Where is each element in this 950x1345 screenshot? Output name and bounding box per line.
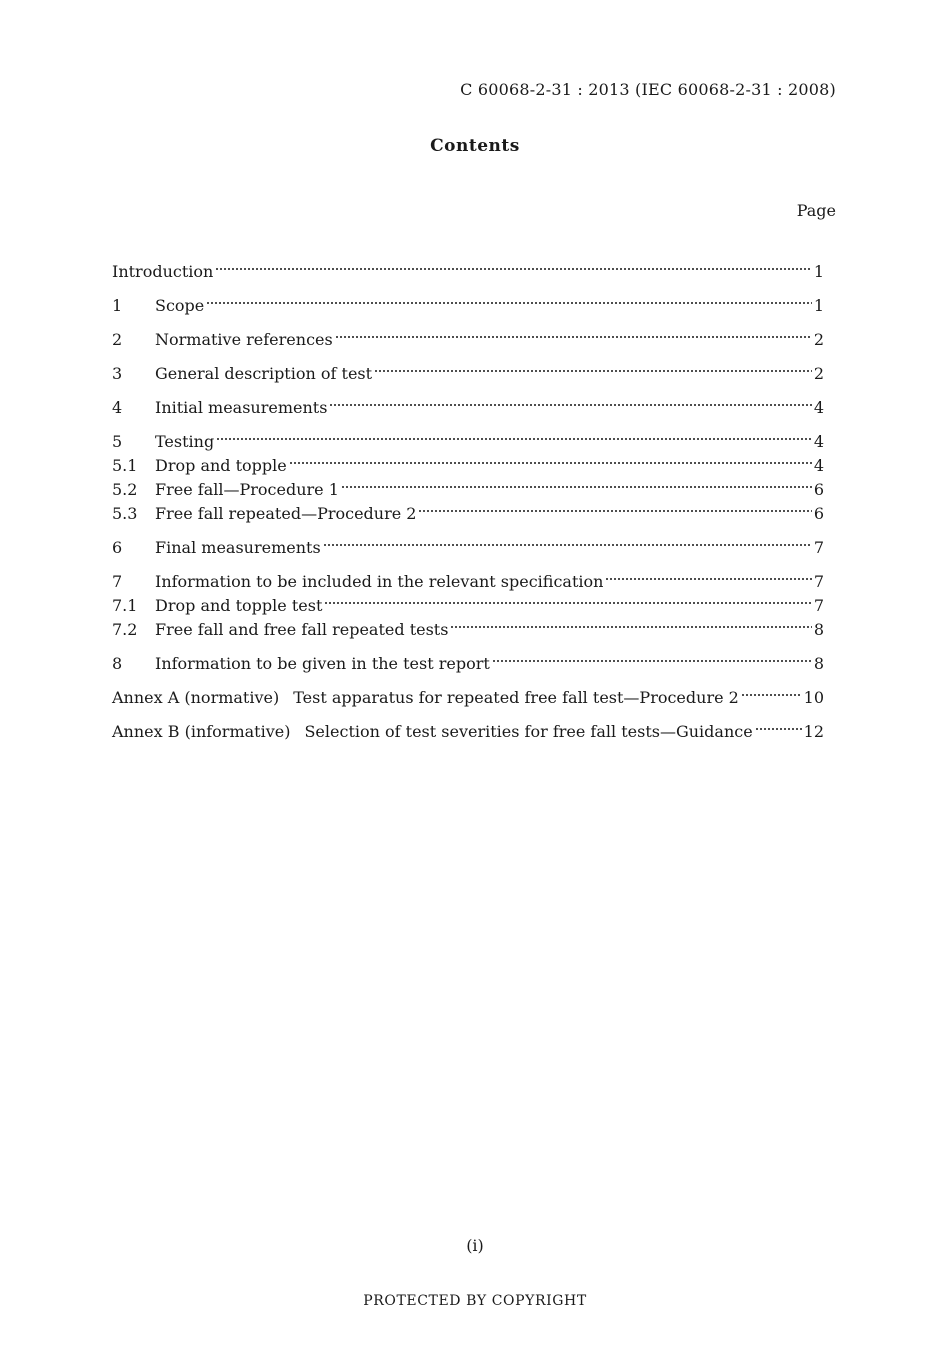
toc-entry-label: Test apparatus for repeated free fall test—Procedure 2	[293, 688, 739, 707]
toc-entry-free-fall-procedure-1[interactable]	[112, 480, 824, 504]
toc-entry-label: Information to be included in the relevant specification	[155, 572, 604, 591]
dot-leader	[341, 482, 812, 492]
toc-entry-number: 5.2	[112, 480, 138, 499]
toc-annex-tag: Annex B (informative)	[112, 722, 291, 741]
toc-entry-page: 1	[813, 262, 824, 281]
dot-leader	[418, 506, 811, 516]
toc-entry-number: 4	[112, 398, 123, 417]
toc-entry-page: 6	[813, 504, 824, 523]
dot-leader	[206, 298, 812, 308]
toc-entry-introduction[interactable]	[112, 262, 824, 286]
toc-entry-page: 4	[813, 456, 824, 475]
toc-entry-label: Introduction	[112, 262, 214, 281]
toc-entry-label: General description of test	[155, 364, 373, 383]
toc-entry-test-report[interactable]	[112, 654, 824, 678]
toc-entry-number: 7	[112, 572, 123, 591]
dot-leader	[755, 724, 802, 734]
toc-entry-annex-b[interactable]	[112, 722, 824, 746]
toc-entry-annex-a[interactable]	[112, 688, 824, 712]
toc-entry-number: 3	[112, 364, 123, 383]
toc-entry-scope[interactable]	[112, 296, 824, 320]
dot-leader	[215, 264, 811, 274]
dot-leader	[323, 540, 812, 550]
dot-leader	[374, 366, 812, 376]
toc-annex-tag: Annex A (normative)	[112, 688, 280, 707]
toc-entry-number: 2	[112, 330, 123, 349]
toc-entry-label: Information to be given in the test report	[155, 654, 490, 673]
dot-leader	[329, 400, 811, 410]
toc-entry-page: 4	[813, 432, 824, 451]
toc-entry-page: 2	[813, 364, 824, 383]
toc-entry-label: Drop and topple test	[155, 596, 323, 615]
toc-entry-drop-and-topple-test[interactable]	[112, 596, 824, 620]
toc-entry-number: 8	[112, 654, 123, 673]
toc-entry-page: 2	[813, 330, 824, 349]
toc-entry-label: Initial measurements	[155, 398, 328, 417]
table-of-contents	[112, 262, 824, 746]
toc-entry-label: Free fall—Procedure 1	[155, 480, 339, 499]
toc-entry-initial-measurements[interactable]	[112, 398, 824, 422]
toc-entry-number: 7.1	[112, 596, 138, 615]
dot-leader	[450, 622, 811, 632]
toc-entry-relevant-specification[interactable]	[112, 572, 824, 596]
toc-entry-page: 1	[813, 296, 824, 315]
toc-entry-label: Free fall repeated—Procedure 2	[155, 504, 417, 523]
toc-entry-page: 7	[813, 572, 824, 591]
toc-entry-free-fall-repeated[interactable]	[112, 504, 824, 528]
toc-entry-number: 1	[112, 296, 123, 315]
dot-leader	[216, 434, 812, 444]
dot-leader	[289, 458, 812, 468]
toc-entry-page: 6	[813, 480, 824, 499]
toc-entry-label: Normative references	[155, 330, 333, 349]
toc-entry-label: Selection of test severities for free fall tests—Guidance	[304, 722, 753, 741]
footer-copyright-notice: PROTECTED BY COPYRIGHT	[363, 1293, 587, 1309]
toc-entry-label: Free fall and free fall repeated tests	[155, 620, 449, 639]
document-identifier: C 60068-2-31 : 2013 (IEC 60068-2-31 : 2008)	[460, 80, 836, 99]
toc-entry-number: 5.1	[112, 456, 138, 475]
toc-entry-page: 8	[813, 654, 824, 673]
toc-entry-label: Scope	[155, 296, 205, 315]
toc-entry-drop-and-topple[interactable]	[112, 456, 824, 480]
toc-entry-normative-references[interactable]	[112, 330, 824, 354]
toc-entry-number: 7.2	[112, 620, 138, 639]
toc-entry-page: 10	[803, 688, 824, 707]
toc-entry-page: 7	[813, 538, 824, 557]
toc-entry-final-measurements[interactable]	[112, 538, 824, 562]
toc-entry-page: 7	[813, 596, 824, 615]
dot-leader	[324, 598, 811, 608]
toc-entry-page: 8	[813, 620, 824, 639]
toc-entry-number: 5.3	[112, 504, 138, 523]
toc-entry-number: 6	[112, 538, 123, 557]
dot-leader	[605, 574, 811, 584]
footer-page-number: (i)	[466, 1236, 484, 1255]
toc-entry-page: 12	[803, 722, 824, 741]
toc-entry-page: 4	[813, 398, 824, 417]
page-title: Contents	[430, 136, 520, 156]
dot-leader	[492, 656, 812, 666]
toc-entry-free-fall-tests[interactable]	[112, 620, 824, 644]
toc-entry-label: Testing	[155, 432, 215, 451]
page-column-heading: Page	[796, 201, 836, 220]
dot-leader	[335, 332, 812, 342]
toc-entry-label: Drop and topple	[155, 456, 287, 475]
toc-entry-label: Final measurements	[155, 538, 321, 557]
toc-entry-number: 5	[112, 432, 123, 451]
toc-entry-testing[interactable]	[112, 432, 824, 456]
toc-entry-general-description[interactable]	[112, 364, 824, 388]
dot-leader	[741, 690, 802, 700]
